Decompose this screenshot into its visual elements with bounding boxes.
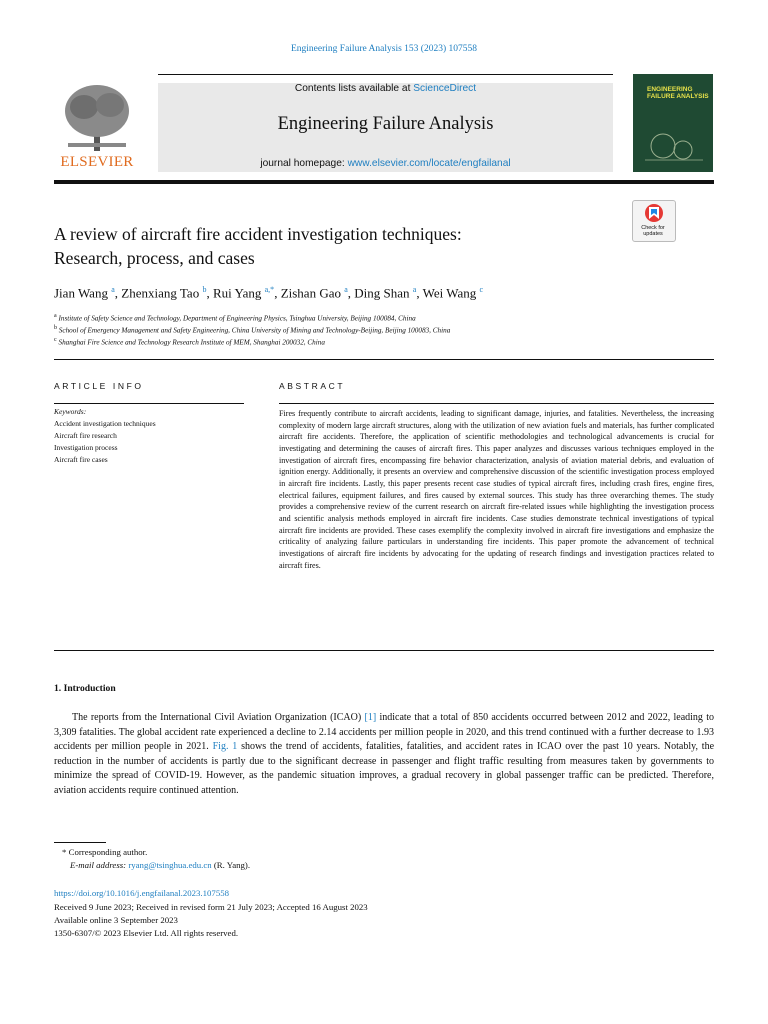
elsevier-wordmark: ELSEVIER (60, 154, 134, 170)
journal-name: Engineering Failure Analysis (277, 114, 494, 134)
abstract-text: Fires frequently contribute to aircraft accidents, leading to significant damage, injuries, and fatalities. Nevertheless, the increasing complexity of modern large aircraft structures, along with the utilization of new aviation fuels and materials, has further complicated aircraft fire accidents. Therefore, the application of scientific methodologies and technological advancements is crucial for investigating and determining the causes of aircraft fires. This paper analyzes and discusses various techniques employed in the investigation of aircraft fires, encompassing fire behavior characterization, analysis of aviation material debris, and evaluation of ignition energy. Additionally, it presents an overview and comprehensive discussion of the scientific investigation process employed in aircraft fire incidents. Lastly, this paper presents recent case studies of typical aircraft fires, including crash fires, engine fires, electrical failures, equipment failures, and fires caused by external sources. This study has three overarching themes. The study provides a comprehensive review of the current research on aircraft fire-related issues while highlighting the investigation process and scientific analysis methods employed in aircraft fire incidents. Case studies demonstrate technical investigations of typical aircraft fire incidents are provided. These cases exemplify the complexity involved in aircraft fire investigations and emphasize the criticality of analyzing failure particulars in understanding fire incidents. This paper promote the advancement of technical investigations of aircraft fire incidents by advocating for the updating of research findings and investigation practices related to aircraft fires. (279, 409, 714, 570)
homepage-line (158, 158, 613, 169)
bookmark-icon (633, 201, 675, 225)
author[interactable]: Zishan Gao (280, 285, 341, 301)
title-line-2: Research, process, and cases (54, 248, 255, 268)
article-info-rule (54, 403, 244, 404)
corresponding-author-note: * Corresponding author. (62, 847, 148, 857)
author[interactable]: Ding Shan (354, 285, 410, 301)
author-affiliation-marker[interactable]: a,* (264, 285, 275, 294)
journal-citation[interactable]: Engineering Failure Analysis 153 (2023) 107558 (290, 44, 477, 54)
author[interactable]: Rui Yang (212, 285, 262, 301)
reference-link[interactable]: [1] (364, 712, 377, 723)
author-affiliation-marker[interactable]: a (344, 285, 348, 294)
email-link[interactable]: ryang@tsinghua.edu.cn (128, 860, 212, 870)
cover-title: ENGINEERING FAILURE ANALYSIS (647, 86, 709, 100)
abstract-rule (279, 403, 714, 404)
journal-cover-image[interactable] (633, 74, 713, 172)
author-affiliation-marker[interactable]: c (479, 285, 484, 294)
author-affiliation-marker[interactable]: b (202, 285, 207, 294)
abstract-bottom-rule (54, 650, 714, 651)
abstract-heading: ABSTRACT (279, 381, 346, 391)
keywords-label: Keywords: (54, 407, 87, 416)
affiliation-text: School of Emergency Management and Safety Engineering, China University of Mining and Technology-Beijing, Beijing 100083, China (58, 326, 451, 335)
email-suffix: (R. Yang). (211, 860, 251, 870)
homepage-link[interactable]: www.elsevier.com/locate/engfailanal (347, 158, 511, 169)
affiliation-marker: c (54, 337, 57, 343)
keyword-item: Accident investigation techniques (54, 419, 156, 428)
keyword-item: Aircraft fire cases (54, 455, 108, 464)
intro-text: The reports from the International Civil Aviation Organization (ICAO) (72, 712, 365, 723)
affiliation-c (54, 337, 704, 346)
intro-text: indicate that a total of 850 accidents occurred between 2012 and 2022, leading to 3,309 fatalities. The global accident rate experienced a decline to 2.14 accidents per million people in 2020, and this trend continued with a further decrease to 1.93 accidents per million people in 2021. (54, 712, 715, 752)
header-top-rule (158, 74, 613, 75)
email-label: E-mail address: (70, 860, 129, 870)
footnote-rule (54, 842, 106, 843)
author-affiliation-marker[interactable]: a (111, 285, 115, 294)
received-dates: Received 9 June 2023; Received in revised form 21 July 2023; Accepted 16 August 2023 (54, 902, 368, 912)
affiliation-b (54, 325, 704, 334)
contents-line (158, 83, 613, 94)
keyword-item: Aircraft fire research (54, 431, 117, 440)
cover-graphic-icon (643, 124, 705, 166)
author-list: Jian Wang $^a$, Zhenxiang Tao $^b$, Rui Yang $^{a,*}$, Zishan Gao $^a$, Ding Shan $^a$, Wei Wang $^c$ (54, 285, 484, 301)
affiliation-text: Shanghai Fire Science and Technology Research Institute of MEM, Shanghai 200032, China (58, 338, 325, 347)
sciencedirect-link[interactable]: ScienceDirect (413, 83, 477, 94)
keyword-item: Investigation process (54, 443, 118, 452)
copyright-line: 1350-6307/© 2023 Elsevier Ltd. All rights reserved. (54, 928, 239, 938)
check-for-updates-label: Check for updates (641, 225, 665, 237)
contents-prefix: Contents lists available at (294, 83, 414, 94)
article-info-heading: ARTICLE INFO (54, 381, 144, 391)
available-online: Available online 3 September 2023 (54, 915, 178, 925)
affiliation-marker: a (54, 313, 57, 319)
section-heading-introduction: 1. Introduction (54, 683, 116, 694)
affiliation-marker: b (54, 325, 57, 331)
author[interactable]: Jian Wang (54, 285, 108, 301)
affiliations-rule (54, 359, 714, 360)
homepage-prefix: journal homepage: (260, 158, 348, 169)
affiliation-a (54, 313, 704, 322)
affiliation-text: Institute of Safety Science and Technology, Department of Engineering Physics, Tsinghua University, Beijing 100084, China (58, 314, 416, 323)
header-bottom-rule (54, 180, 714, 184)
author-affiliation-marker[interactable]: a (412, 285, 417, 294)
email-note (70, 860, 250, 870)
title-line-1: A review of aircraft fire accident investigation techniques: (54, 224, 462, 244)
figure-link[interactable]: Fig. 1 (212, 741, 238, 752)
intro-text: shows the trend of accidents, fatalities, fatalities, and accident rates in ICAO over the past 10 years. Notably, the reduction in the number of accidents is partly due to the significant decrease in passenger and flight traffic resulting from measures taken by governments to minimize the spread of COVID-19. However, as the pandemic situation improves, a gradual recovery in global passenger traffic can be predicted. Therefore, aviation accidents require continued attention. (54, 741, 715, 796)
doi-link[interactable]: https://doi.org/10.1016/j.engfailanal.2023.107558 (54, 888, 230, 898)
introduction-paragraph (54, 711, 714, 798)
author[interactable]: Zhenxiang Tao (121, 285, 200, 301)
author[interactable]: Wei Wang (422, 285, 477, 301)
article-title (54, 222, 614, 270)
